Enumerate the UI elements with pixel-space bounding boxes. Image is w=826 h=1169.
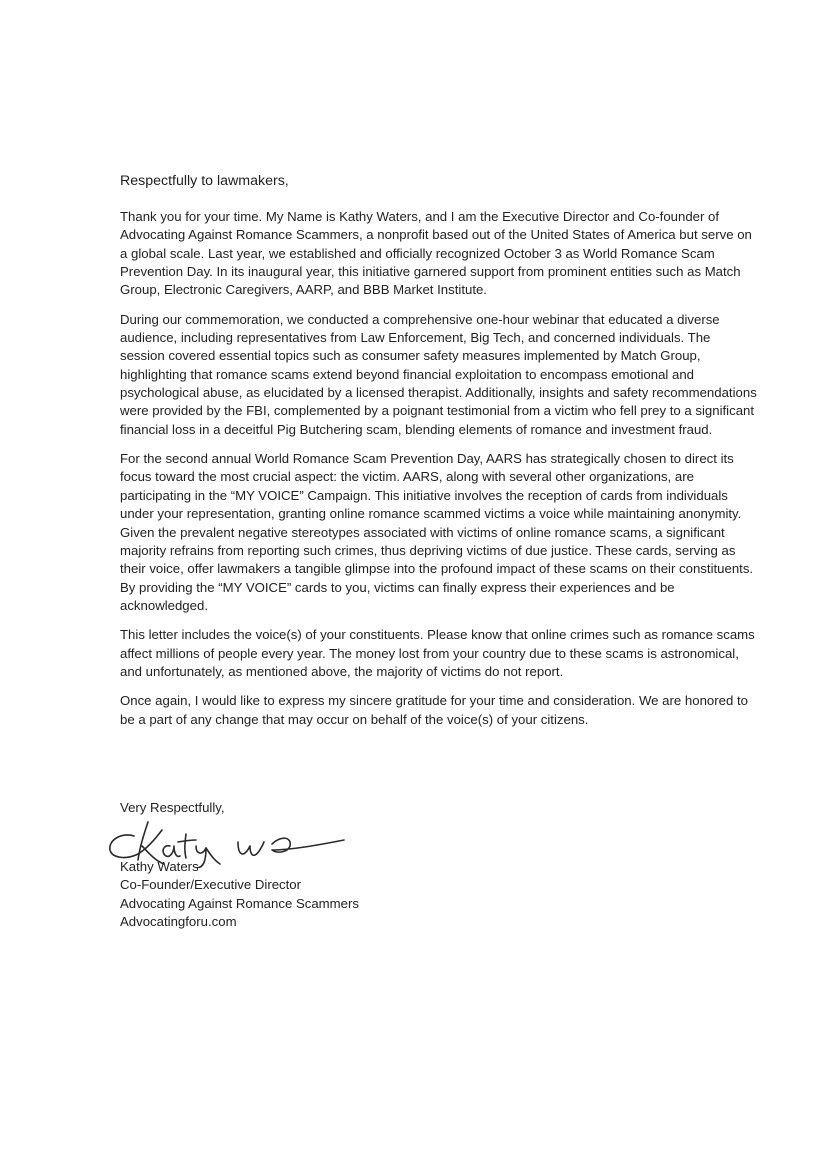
signer-name: Kathy Waters (120, 859, 199, 874)
signer-website: Advocatingforu.com (120, 914, 237, 930)
paragraph-gratitude: Once again, I would like to express my sincere gratitude for your time and consideration. We are honored to be a part of any change that may occur on behalf of the voice(s) of your citizens. (120, 693, 748, 727)
signer-organization: Advocating Against Romance Scammers (120, 895, 359, 911)
paragraph-intro: Thank you for your time. My Name is Kathy Waters, and I am the Executive Director and Co-founder of Advocating Against Romance Scammers, a nonprofit based out of the United States of America but serve on a global scale. Last year, we established and officially recognized October 3 as World Romance Scam Prevention Day. In its inaugural year, this initiative garnered support from prominent entities such as Match Group, Electronic Caregivers, AARP, and BBB Market Institute. (120, 209, 752, 298)
paragraph-constituents: This letter includes the voice(s) of your constituents. Please know that online crimes such as romance scams affect millions of people every year. The money lost from your country due to these scams is astronomical, and unfortunately, as mentioned above, the majority of victims do not report. (120, 627, 755, 679)
signature-block (120, 858, 359, 931)
closing: Very Respectfully, (120, 800, 225, 815)
salutation: Respectfully to lawmakers, (120, 173, 289, 189)
signer-title: Co-Founder/Executive Director (120, 877, 302, 893)
letter-body (120, 208, 758, 740)
paragraph-commemoration: During our commemoration, we conducted a comprehensive one-hour webinar that educated a diverse audience, including representatives from Law Enforcement, Big Tech, and concerned individuals. The session covered essential topics such as consumer safety measures implemented by Match Group, highlighting that romance scams extend beyond financial exploitation to encompass emotional and psychological abuse, as elucidated by a licensed therapist. Additionally, insights and safety recommendations were provided by the FBI, complemented by a poignant testimonial from a victim who fell prey to a significant financial loss in a deceitful Pig Butchering scam, blending elements of romance and investment fraud. (120, 311, 757, 437)
paragraph-my-voice-campaign: For the second annual World Romance Scam Prevention Day, AARS has strategically chosen to direct its focus toward the most crucial aspect: the victim. AARS, along with several other organizations, are participating in the “MY VOICE” Campaign. This initiative involves the reception of cards from individuals under your representation, granting online romance scammed victims a voice while maintaining anonymity. Given the prevalent negative stereotypes associated with victims of online romance scams, a significant majority refrains from reporting such crimes, thus depriving victims of due justice. These cards, serving as their voice, offer lawmakers a tangible glimpse into the profound impact of these scams on their constituents. By providing the “MY VOICE” cards to you, victims can finally express their experiences and be acknowledged. (120, 451, 754, 613)
